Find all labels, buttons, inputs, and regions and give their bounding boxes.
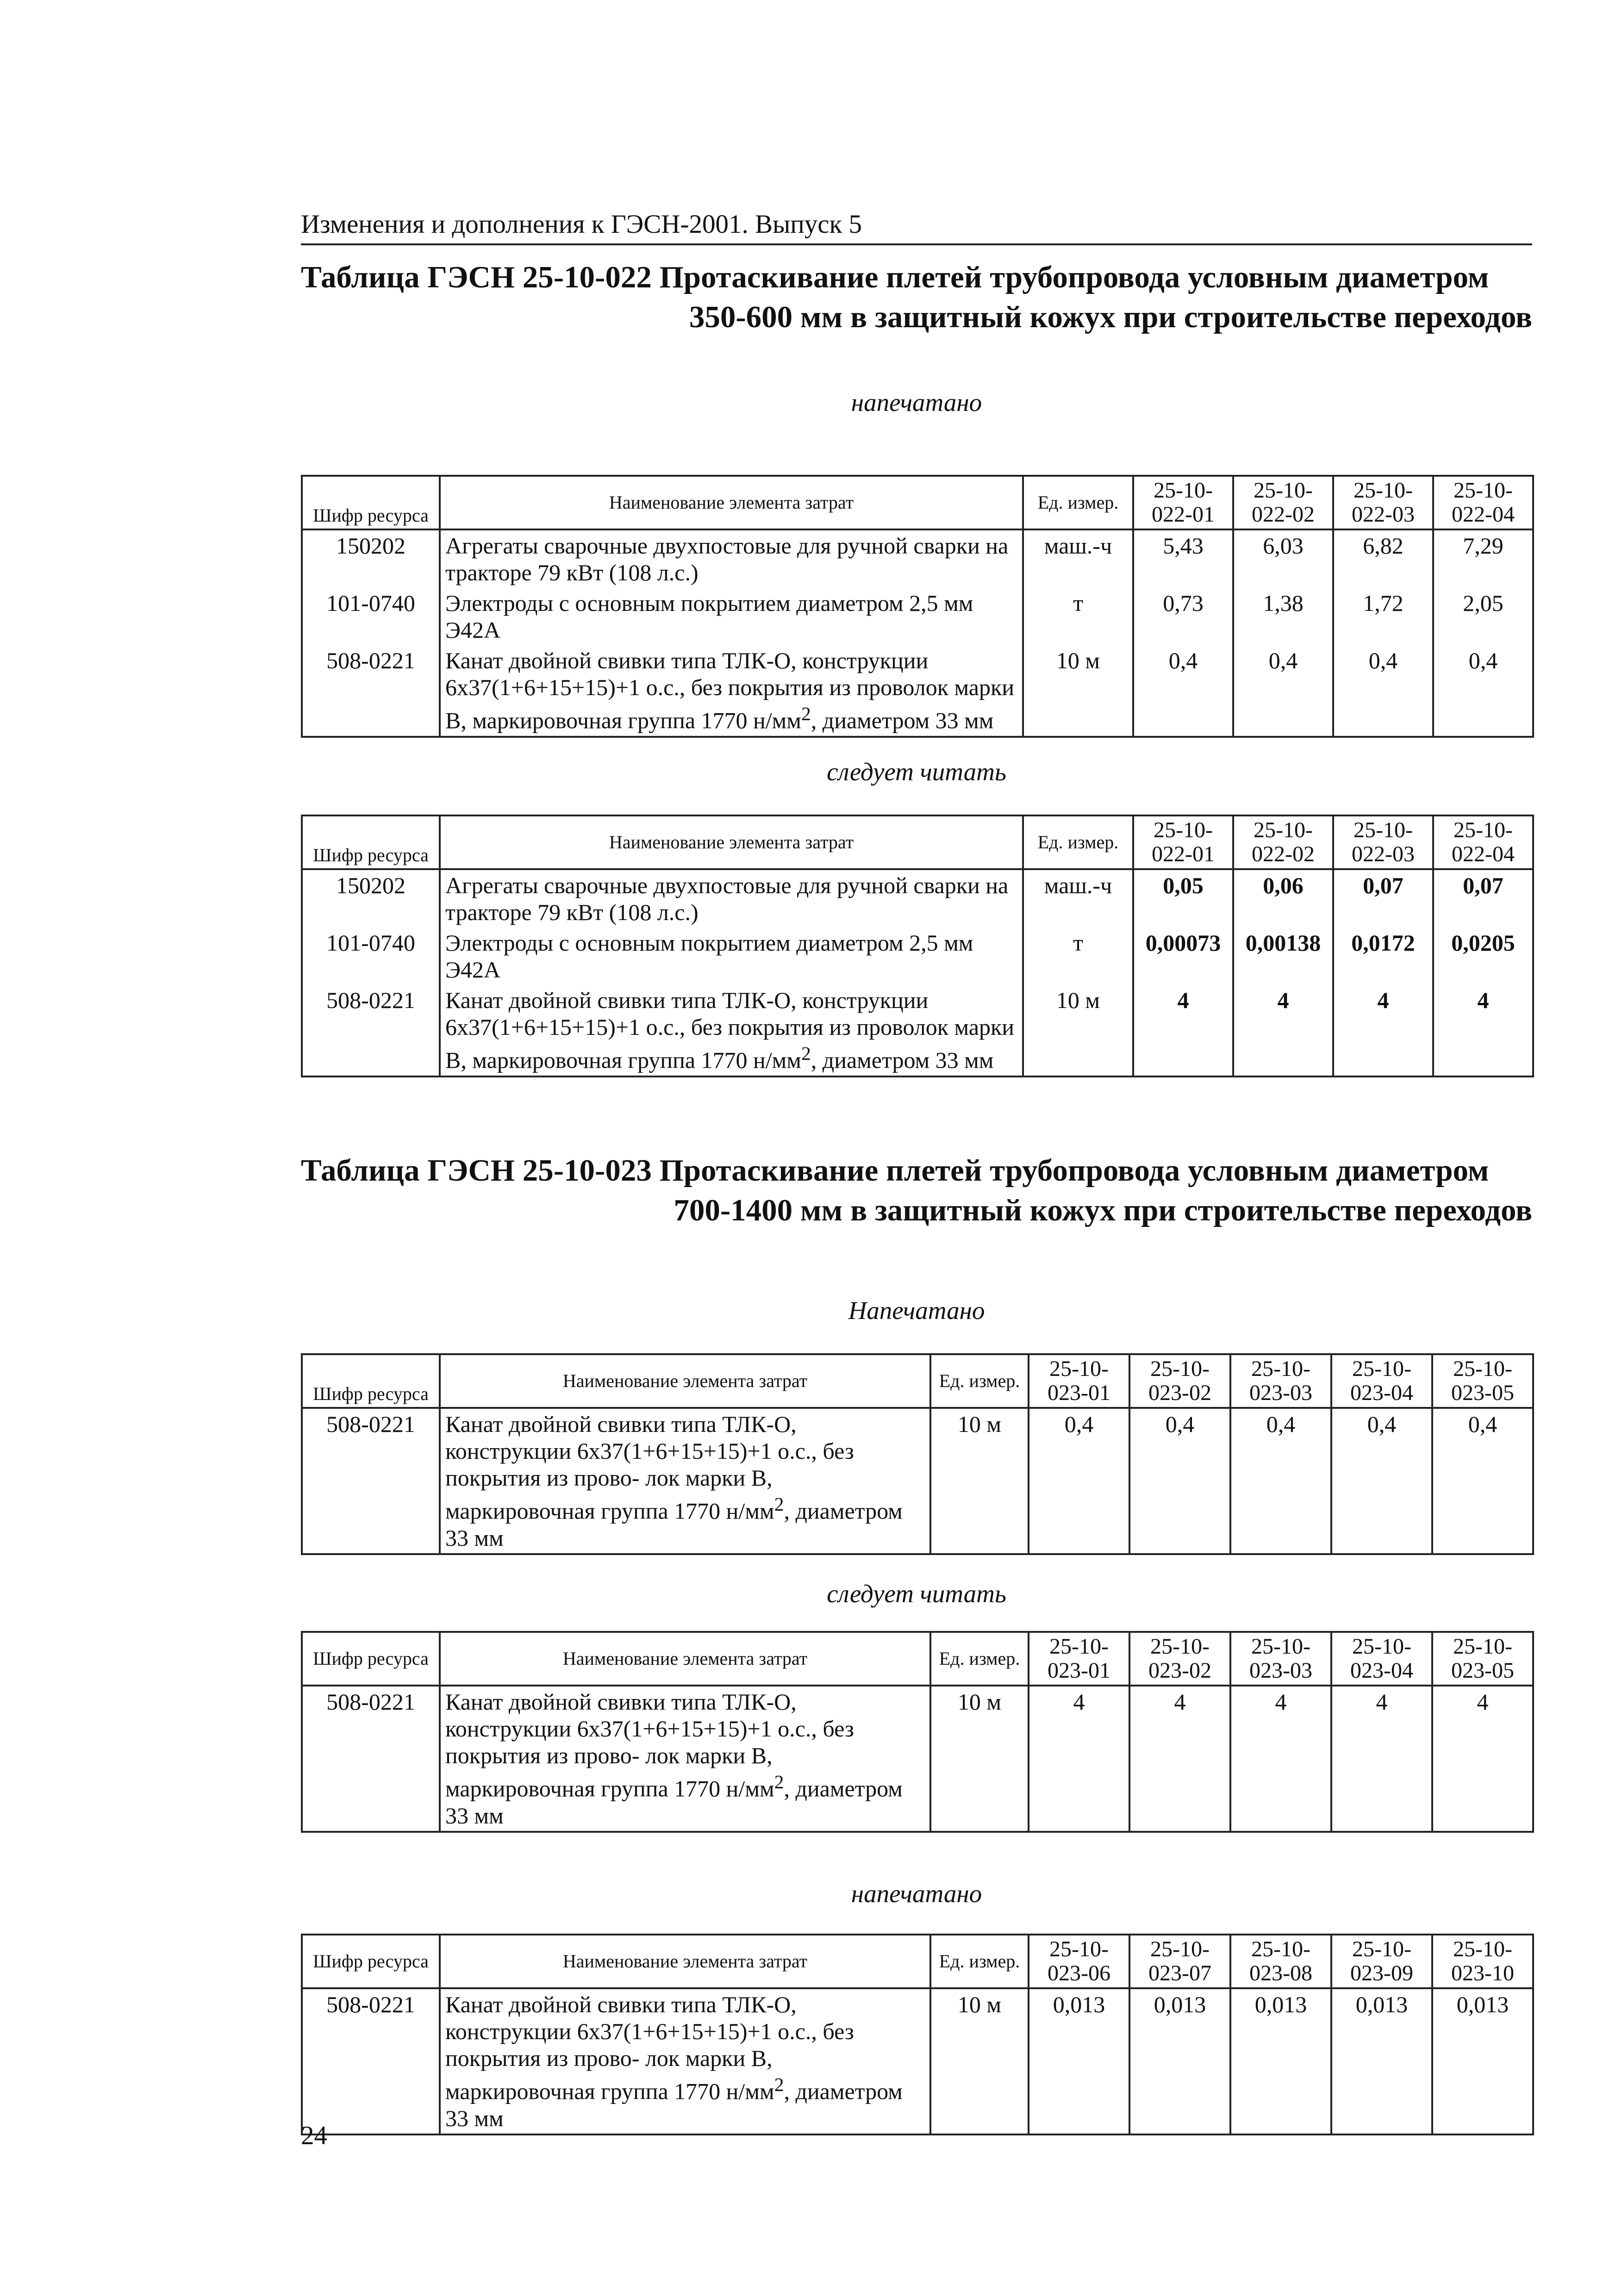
resource-code: 508-0221 (302, 1988, 440, 2134)
caption-printed-022: напечатано (851, 388, 982, 417)
resource-name: Агрегаты сварочные двухпостовые для ручной сварки на тракторе 79 кВт (108 л.с.) (440, 869, 1023, 927)
value-cell: 0,00138 (1233, 927, 1333, 985)
table-023-title-line1: Таблица ГЭСН 25-10-023 Протаскивание плетей трубопровода условным диаметром (301, 1153, 1489, 1188)
value-cell: 7,29 (1433, 529, 1533, 588)
header-col-7: 25-10- 023-07 (1129, 1935, 1230, 1988)
value-cell: 0,4 (1230, 1408, 1331, 1554)
table-row (302, 927, 1533, 985)
resource-code: 508-0221 (302, 1408, 440, 1554)
resource-unit: 10 м (930, 1408, 1029, 1554)
table-023-corrected (301, 1631, 1534, 1833)
header-unit: Ед. измер. (930, 1632, 1029, 1686)
table-023-printed-b (301, 1934, 1534, 2135)
resource-code: 150202 (302, 869, 440, 927)
resource-name-tail: , диаметром 33 мм (445, 1498, 903, 1551)
header-col-4: 25-10- 022-04 (1433, 476, 1533, 529)
resource-unit: 10 м (1023, 985, 1133, 1076)
header-col-4: 25-10- 022-04 (1433, 815, 1533, 869)
table-row (302, 645, 1533, 737)
resource-code: 508-0221 (302, 985, 440, 1076)
resource-code: 508-0221 (302, 645, 440, 737)
running-header: Изменения и дополнения к ГЭСН-2001. Выпуск 5 (301, 207, 1532, 245)
table-022-corrected (301, 815, 1534, 1077)
header-col-4: 25-10- 023-04 (1331, 1354, 1432, 1408)
value-cell: 0,73 (1133, 588, 1233, 645)
caption-corrected-023: следует читать (827, 1580, 1006, 1608)
table-row (302, 985, 1533, 1076)
resource-code: 508-0221 (302, 1686, 440, 1832)
resource-name-text: Канат двойной свивки типа ТЛК-О, конструкции 6х37(1+6+15+15)+1 о.с., без покрытия из прово- лок марки В, маркировочная группа 1770 н/мм (445, 1411, 854, 1524)
header-col-9: 25-10- 023-09 (1331, 1935, 1432, 1988)
value-cell: 0,013 (1129, 1988, 1230, 2134)
header-name: Наименование элемента затрат (440, 815, 1023, 869)
value-cell: 0,013 (1432, 1988, 1533, 2134)
value-cell: 4 (1433, 985, 1533, 1076)
value-cell: 0,07 (1433, 869, 1533, 927)
resource-name (440, 1408, 930, 1554)
header-col-8: 25-10- 023-08 (1230, 1935, 1331, 1988)
value-cell: 0,00073 (1133, 927, 1233, 985)
header-col-5: 25-10- 023-05 (1432, 1354, 1533, 1408)
value-cell: 1,72 (1333, 588, 1433, 645)
value-cell: 0,4 (1029, 1408, 1129, 1554)
header-col-2: 25-10- 023-02 (1129, 1632, 1230, 1686)
header-code: Шифр ресурса (302, 815, 440, 869)
resource-name (440, 985, 1023, 1076)
superscript: 2 (774, 1494, 784, 1515)
table-row (302, 588, 1533, 645)
resource-name-text: Канат двойной свивки типа ТЛК-О, конструкции 6х37(1+6+15+15)+1 о.с., без покрытия из проволок марки В, маркировочная группа 1770 н/мм (445, 987, 1015, 1073)
header-col-1: 25-10- 023-01 (1029, 1354, 1129, 1408)
table-row (302, 869, 1533, 927)
value-cell: 4 (1029, 1686, 1129, 1832)
resource-name (440, 1686, 930, 1832)
header-col-3: 25-10- 023-03 (1230, 1354, 1331, 1408)
header-col-4: 25-10- 023-04 (1331, 1632, 1432, 1686)
resource-name-tail: , диаметром 33 мм (445, 1775, 903, 1829)
value-cell: 4 (1230, 1686, 1331, 1832)
table-022-title-line1: Таблица ГЭСН 25-10-022 Протаскивание плетей трубопровода условным диаметром (301, 260, 1489, 294)
header-col-6: 25-10- 023-06 (1029, 1935, 1129, 1988)
table-row (302, 1408, 1533, 1554)
resource-name-tail: , диаметром 33 мм (811, 707, 994, 734)
value-cell: 0,013 (1029, 1988, 1129, 2134)
header-name: Наименование элемента затрат (440, 1632, 930, 1686)
value-cell: 0,4 (1433, 645, 1533, 737)
header-col-1: 25-10- 022-01 (1133, 476, 1233, 529)
resource-name-tail: , диаметром 33 мм (445, 2078, 903, 2131)
value-cell: 4 (1129, 1686, 1230, 1832)
resource-name: Агрегаты сварочные двухпостовые для ручной сварки на тракторе 79 кВт (108 л.с.) (440, 529, 1023, 588)
caption-printed-023a: Напечатано (848, 1296, 985, 1325)
value-cell: 4 (1133, 985, 1233, 1076)
header-code: Шифр ресурса (302, 1935, 440, 1988)
value-cell: 5,43 (1133, 529, 1233, 588)
table-022-printed (301, 475, 1534, 738)
header-col-1: 25-10- 022-01 (1133, 815, 1233, 869)
resource-code: 150202 (302, 529, 440, 588)
table-row (302, 529, 1533, 588)
resource-unit: 10 м (1023, 645, 1133, 737)
header-col-10: 25-10- 023-10 (1432, 1935, 1533, 1988)
value-cell: 0,07 (1333, 869, 1433, 927)
resource-unit: т (1023, 927, 1133, 985)
value-cell: 0,0172 (1333, 927, 1433, 985)
value-cell: 0,013 (1230, 1988, 1331, 2134)
resource-unit: 10 м (930, 1988, 1029, 2134)
header-col-1: 25-10- 023-01 (1029, 1632, 1129, 1686)
resource-unit: маш.-ч (1023, 529, 1133, 588)
value-cell: 6,03 (1233, 529, 1333, 588)
resource-code: 101-0740 (302, 588, 440, 645)
table-row (302, 1988, 1533, 2134)
header-code: Шифр ресурса (302, 1354, 440, 1408)
table-022-title (301, 257, 1532, 337)
value-cell: 2,05 (1433, 588, 1533, 645)
value-cell: 0,4 (1233, 645, 1333, 737)
superscript: 2 (801, 703, 811, 725)
value-cell: 4 (1331, 1686, 1432, 1832)
header-name: Наименование элемента затрат (440, 1935, 930, 1988)
caption-printed-023b: напечатано (851, 1879, 982, 1908)
table-022-title-line2: 350-600 мм в защитный кожух при строительстве переходов (689, 300, 1532, 334)
value-cell: 0,4 (1333, 645, 1433, 737)
header-unit: Ед. измер. (930, 1935, 1029, 1988)
header-code: Шифр ресурса (302, 476, 440, 529)
header-col-5: 25-10- 023-05 (1432, 1632, 1533, 1686)
header-unit: Ед. измер. (930, 1354, 1029, 1408)
header-col-2: 25-10- 023-02 (1129, 1354, 1230, 1408)
header-unit: Ед. измер. (1023, 815, 1133, 869)
value-cell: 0,0205 (1433, 927, 1533, 985)
value-cell: 0,06 (1233, 869, 1333, 927)
header-name: Наименование элемента затрат (440, 1354, 930, 1408)
resource-code: 101-0740 (302, 927, 440, 985)
value-cell: 0,05 (1133, 869, 1233, 927)
header-col-3: 25-10- 023-03 (1230, 1632, 1331, 1686)
value-cell: 0,4 (1432, 1408, 1533, 1554)
table-023-printed-a (301, 1353, 1534, 1555)
resource-name: Электроды с основным покрытием диаметром 2,5 мм Э42А (440, 588, 1023, 645)
table-023-title-line2: 700-1400 мм в защитный кожух при строительстве переходов (674, 1193, 1532, 1227)
resource-name (440, 645, 1023, 737)
value-cell: 0,013 (1331, 1988, 1432, 2134)
superscript: 2 (801, 1043, 811, 1064)
resource-name (440, 1988, 930, 2134)
caption-corrected-022: следует читать (827, 758, 1006, 786)
resource-name: Электроды с основным покрытием диаметром 2,5 мм Э42А (440, 927, 1023, 985)
header-col-2: 25-10- 022-02 (1233, 476, 1333, 529)
resource-name-tail: , диаметром 33 мм (811, 1047, 994, 1073)
resource-unit: 10 м (930, 1686, 1029, 1832)
superscript: 2 (774, 1772, 784, 1793)
value-cell: 0,4 (1331, 1408, 1432, 1554)
value-cell: 0,4 (1129, 1408, 1230, 1554)
value-cell: 6,82 (1333, 529, 1433, 588)
header-col-3: 25-10- 022-03 (1333, 815, 1433, 869)
value-cell: 4 (1432, 1686, 1533, 1832)
value-cell: 1,38 (1233, 588, 1333, 645)
header-col-3: 25-10- 022-03 (1333, 476, 1433, 529)
resource-name-text: Канат двойной свивки типа ТЛК-О, конструкции 6х37(1+6+15+15)+1 о.с., без покрытия из прово- лок марки В, маркировочная группа 1770 н/мм (445, 1689, 854, 1802)
resource-unit: маш.-ч (1023, 869, 1133, 927)
resource-name-text: Канат двойной свивки типа ТЛК-О, конструкции 6х37(1+6+15+15)+1 о.с., без покрытия из прово- лок марки В, маркировочная группа 1770 н/мм (445, 1991, 854, 2104)
table-023-title (301, 1151, 1532, 1230)
value-cell: 0,4 (1133, 645, 1233, 737)
resource-unit: т (1023, 588, 1133, 645)
header-col-2: 25-10- 022-02 (1233, 815, 1333, 869)
value-cell: 4 (1233, 985, 1333, 1076)
value-cell: 4 (1333, 985, 1433, 1076)
header-unit: Ед. измер. (1023, 476, 1133, 529)
superscript: 2 (774, 2074, 784, 2096)
resource-name-text: Канат двойной свивки типа ТЛК-О, конструкции 6х37(1+6+15+15)+1 о.с., без покрытия из проволок марки В, маркировочная группа 1770 н/мм (445, 647, 1015, 734)
header-name: Наименование элемента затрат (440, 476, 1023, 529)
header-code: Шифр ресурса (302, 1632, 440, 1686)
table-row (302, 1686, 1533, 1832)
page-number: 24 (301, 2121, 327, 2150)
